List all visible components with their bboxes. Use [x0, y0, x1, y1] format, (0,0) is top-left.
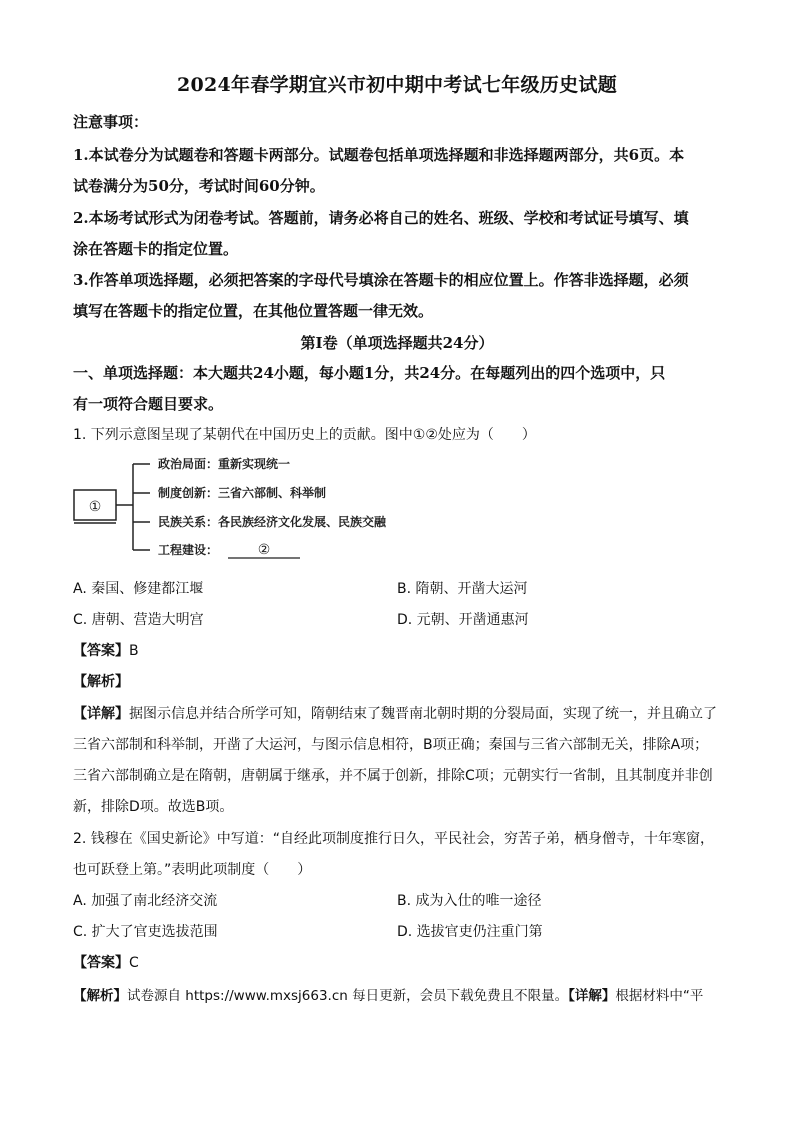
question-1-detail	[73, 703, 725, 723]
question-2-analysis	[73, 984, 725, 1004]
answer-tag: 【答案】	[73, 643, 129, 659]
detail-text: 根据材料中“平	[615, 988, 704, 1004]
question-1-option-c: C. 唐朝、营造大明宫	[73, 612, 204, 628]
question-1-answer	[73, 640, 725, 660]
question-2-option-a: A. 加强了南北经济交流	[73, 893, 218, 909]
answer-value: C	[129, 955, 139, 971]
analysis-tag: 【解析】	[73, 988, 127, 1004]
question-1-detail: 三省六部制确立是在隋朝，唐朝属于继承，并不属于创新，排除C项；元朝实行一省制，且其制度并非创	[73, 768, 713, 784]
page-title: 2024年春学期宜兴市初中期中考试七年级历史试题	[176, 74, 618, 96]
question-2-option-b: B. 成为入仕的唯一途径	[397, 893, 542, 909]
answer-value: B	[129, 643, 139, 659]
question-1-detail: 新，排除D项。故选B项。	[73, 799, 234, 815]
question-2-option-c: C. 扩大了官吏选拔范围	[73, 924, 218, 940]
diagram-item: 制度创新：三省六部制、科举制	[158, 486, 327, 500]
question-1-analysis-tag: 【解析】	[73, 674, 129, 690]
diagram-box-label: ①	[88, 499, 102, 515]
question-1-option-d: D. 元朝、开凿通惠河	[397, 612, 529, 628]
detail-tag: 【详解】	[568, 988, 616, 1004]
question-2-answer	[73, 952, 725, 972]
notice-line: 涂在答题卡的指定位置。	[73, 240, 239, 258]
detail-text: 据图示信息并结合所学可知，隋朝结束了魏晋南北朝时期的分裂局面，实现了统一，并且确立了	[129, 706, 717, 722]
question-2-option-d: D. 选拔官吏仍注重门第	[397, 924, 543, 940]
diagram-blank-label: ②	[257, 542, 271, 558]
notice-line: 试卷满分为50分，考试时间60分钟。	[73, 177, 325, 195]
question-1-option-b: B. 隋朝、开凿大运河	[397, 581, 528, 597]
diagram-item: 民族关系：各民族经济文化发展、民族交融	[158, 515, 387, 529]
part-one-instruction: 有一项符合题目要求。	[73, 395, 224, 413]
source-footer-text: 试卷源自 https://www.mxsj663.cn 每日更新，会员下载免费且不限量。	[127, 988, 569, 1004]
question-2-stem: 2. 钱穆在《国史新论》中写道：“自经此项制度推行日久，平民社会，穷苦子弟，栖身僧寺，十年寒窗，	[73, 831, 715, 847]
question-1-diagram	[70, 448, 430, 570]
notice-line: 3.作答单项选择题，必须把答案的字母代号填涂在答题卡的相应位置上。作答非选择题，必须	[73, 271, 689, 289]
section-title: 第Ⅰ卷（单项选择题共24分）	[300, 334, 494, 352]
diagram-item: 工程建设：	[158, 543, 219, 557]
question-2-stem: 也可跃登上第。”表明此项制度（ ）	[73, 862, 312, 878]
question-1-option-a: A. 秦国、修建都江堰	[73, 581, 204, 597]
notice-heading: 注意事项：	[73, 113, 149, 131]
notice-line: 1.本试卷分为试题卷和答题卡两部分。试题卷包括单项选择题和非选择题两部分，共6页。本	[73, 146, 685, 164]
answer-tag: 【答案】	[73, 955, 129, 971]
notice-line: 2.本场考试形式为闭卷考试。答题前，请务必将自己的姓名、班级、学校和考试证号填写、填	[73, 209, 689, 227]
part-one-instruction: 一、单项选择题：本大题共24小题，每小题1分，共24分。在每题列出的四个选项中，只	[73, 364, 666, 382]
question-1-detail: 三省六部制和科举制，开凿了大运河，与图示信息相符，B项正确；秦国与三省六部制无关，排除A项；	[73, 737, 709, 753]
question-1-stem: 1. 下列示意图呈现了某朝代在中国历史上的贡献。图中①②处应为（ ）	[73, 427, 536, 443]
detail-tag: 【详解】	[73, 706, 129, 722]
diagram-item: 政治局面：重新实现统一	[158, 457, 291, 471]
notice-line: 填写在答题卡的指定位置，在其他位置答题一律无效。	[73, 302, 434, 320]
